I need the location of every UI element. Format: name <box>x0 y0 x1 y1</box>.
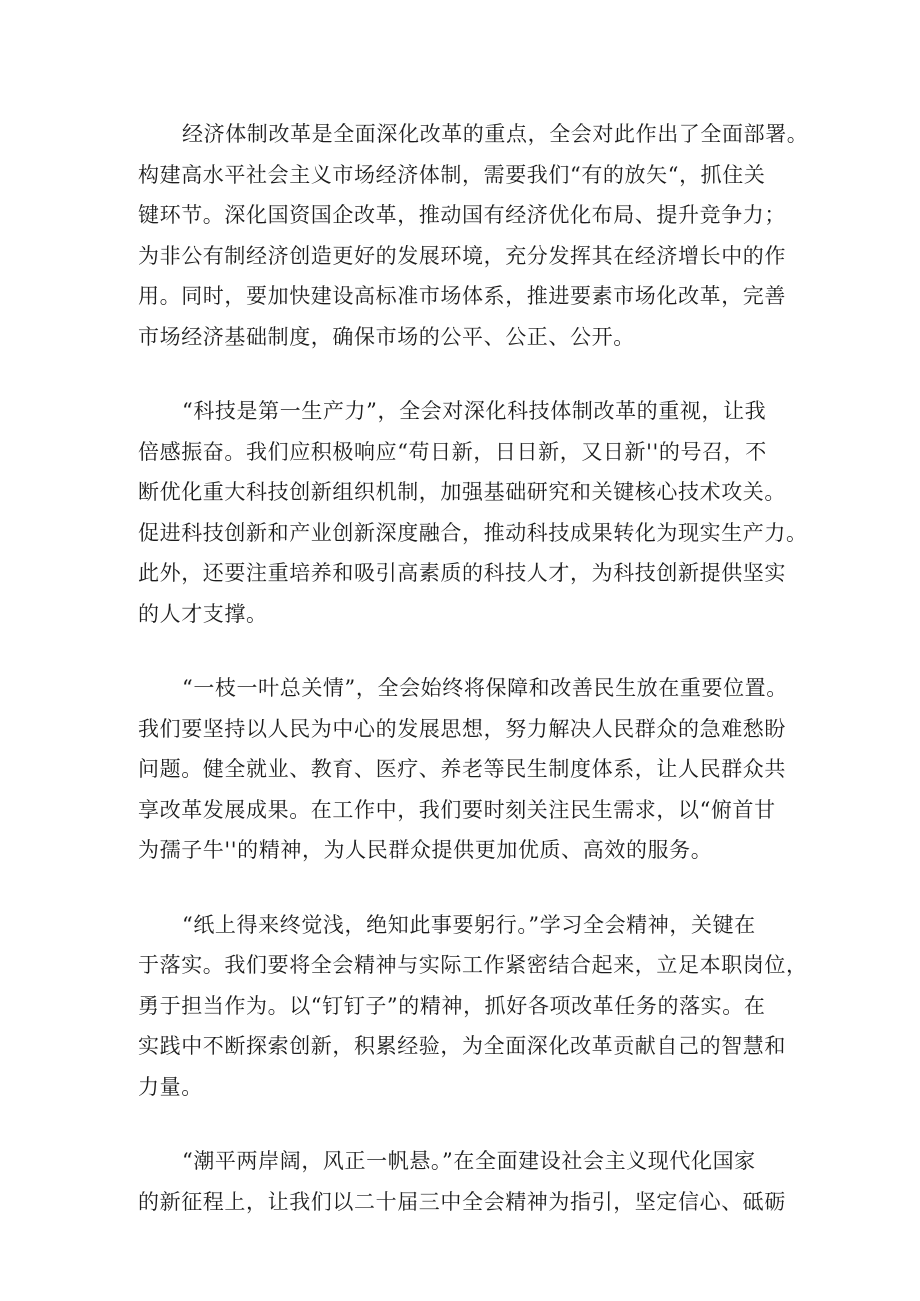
text-line: 我们要坚持以人民为中心的发展思想，努力解决人民群众的急难愁盼 <box>138 716 786 741</box>
text-line: 市场经济基础制度，确保市场的公平、公正、公开。 <box>138 324 635 349</box>
paragraph-science-tech <box>138 391 808 634</box>
text-line: 构建高水平社会主义市场经济体制，需要我们“有的放矢“，抓住关 <box>138 162 766 187</box>
text-line: 力量。 <box>138 1074 203 1099</box>
text-line: 断优化重大科技创新组织机制，加强基础研究和关键核心技术攻关。 <box>138 480 786 504</box>
paragraph-gap <box>138 357 798 391</box>
text-line: 用。同时，要加快建设高标准市场体系，推进要素市场化改革，完善 <box>138 284 786 308</box>
text-line: 的人才支撑。 <box>138 601 268 626</box>
text-line: “纸上得来终觉浅，绝知此事要躬行。”学习全会精神，关键在 <box>182 912 756 937</box>
text-line: 的新征程上，让我们以二十届三中全会精神为指引，坚定信心、砥砺 <box>138 1189 786 1214</box>
text-line: 勇于担当作为。以“钉钉子”的精神，抓好各项改革任务的落实。在 <box>138 993 766 1018</box>
document-body <box>138 114 809 1222</box>
text-line: 享改革发展成果。在工作中，我们要时刻关注民生需求，以“俯首甘 <box>138 797 776 822</box>
text-line: “潮平两岸阔，风正一帆悬。”在全面建设社会主义现代化国家 <box>182 1149 756 1173</box>
text-line: 实践中不断探索创新，积累经验，为全面深化改革贡献自己的智慧和 <box>138 1034 786 1058</box>
text-line: 促进科技创新和产业创新深度融合，推动科技成果转化为现实生产力。 <box>138 520 808 545</box>
text-line: 此外，还要注重培养和吸引高素质的科技人才，为科技创新提供坚实 <box>138 561 786 585</box>
paragraph-livelihood <box>138 668 798 871</box>
paragraph-new-journey <box>138 1141 798 1222</box>
text-line: 倍感振奋。我们应积极响应“苟日新，日日新，又日新''的号召，不 <box>138 439 767 464</box>
text-line: 于落实。我们要将全会精神与实际工作紧密结合起来，立足本职岗位， <box>138 953 808 977</box>
paragraph-gap <box>138 871 798 905</box>
text-line: 经济体制改革是全面深化改革的重点，全会对此作出了全面部署。 <box>182 122 809 146</box>
text-line: “一枝一叶总关情”，全会始终将保障和改善民生放在重要位置。 <box>182 676 788 700</box>
text-line: 问题。健全就业、教育、医疗、养老等民生制度体系，让人民群众共 <box>138 757 786 781</box>
text-line: 键环节。深化国资国企改革，推动国有经济优化布局、提升竞争力； <box>138 203 786 227</box>
paragraph-gap <box>138 634 798 668</box>
text-line: “科技是第一生产力”，全会对深化科技体制改革的重视，让我 <box>182 399 767 423</box>
paragraph-economic-reform <box>138 114 809 357</box>
text-line: 为孺子牛''的精神，为人民群众提供更加优质、高效的服务。 <box>138 838 713 862</box>
paragraph-implementation <box>138 905 808 1108</box>
text-line: 为非公有制经济创造更好的发展环境，充分发挥其在经济增长中的作 <box>138 243 786 268</box>
paragraph-gap <box>138 1107 798 1141</box>
